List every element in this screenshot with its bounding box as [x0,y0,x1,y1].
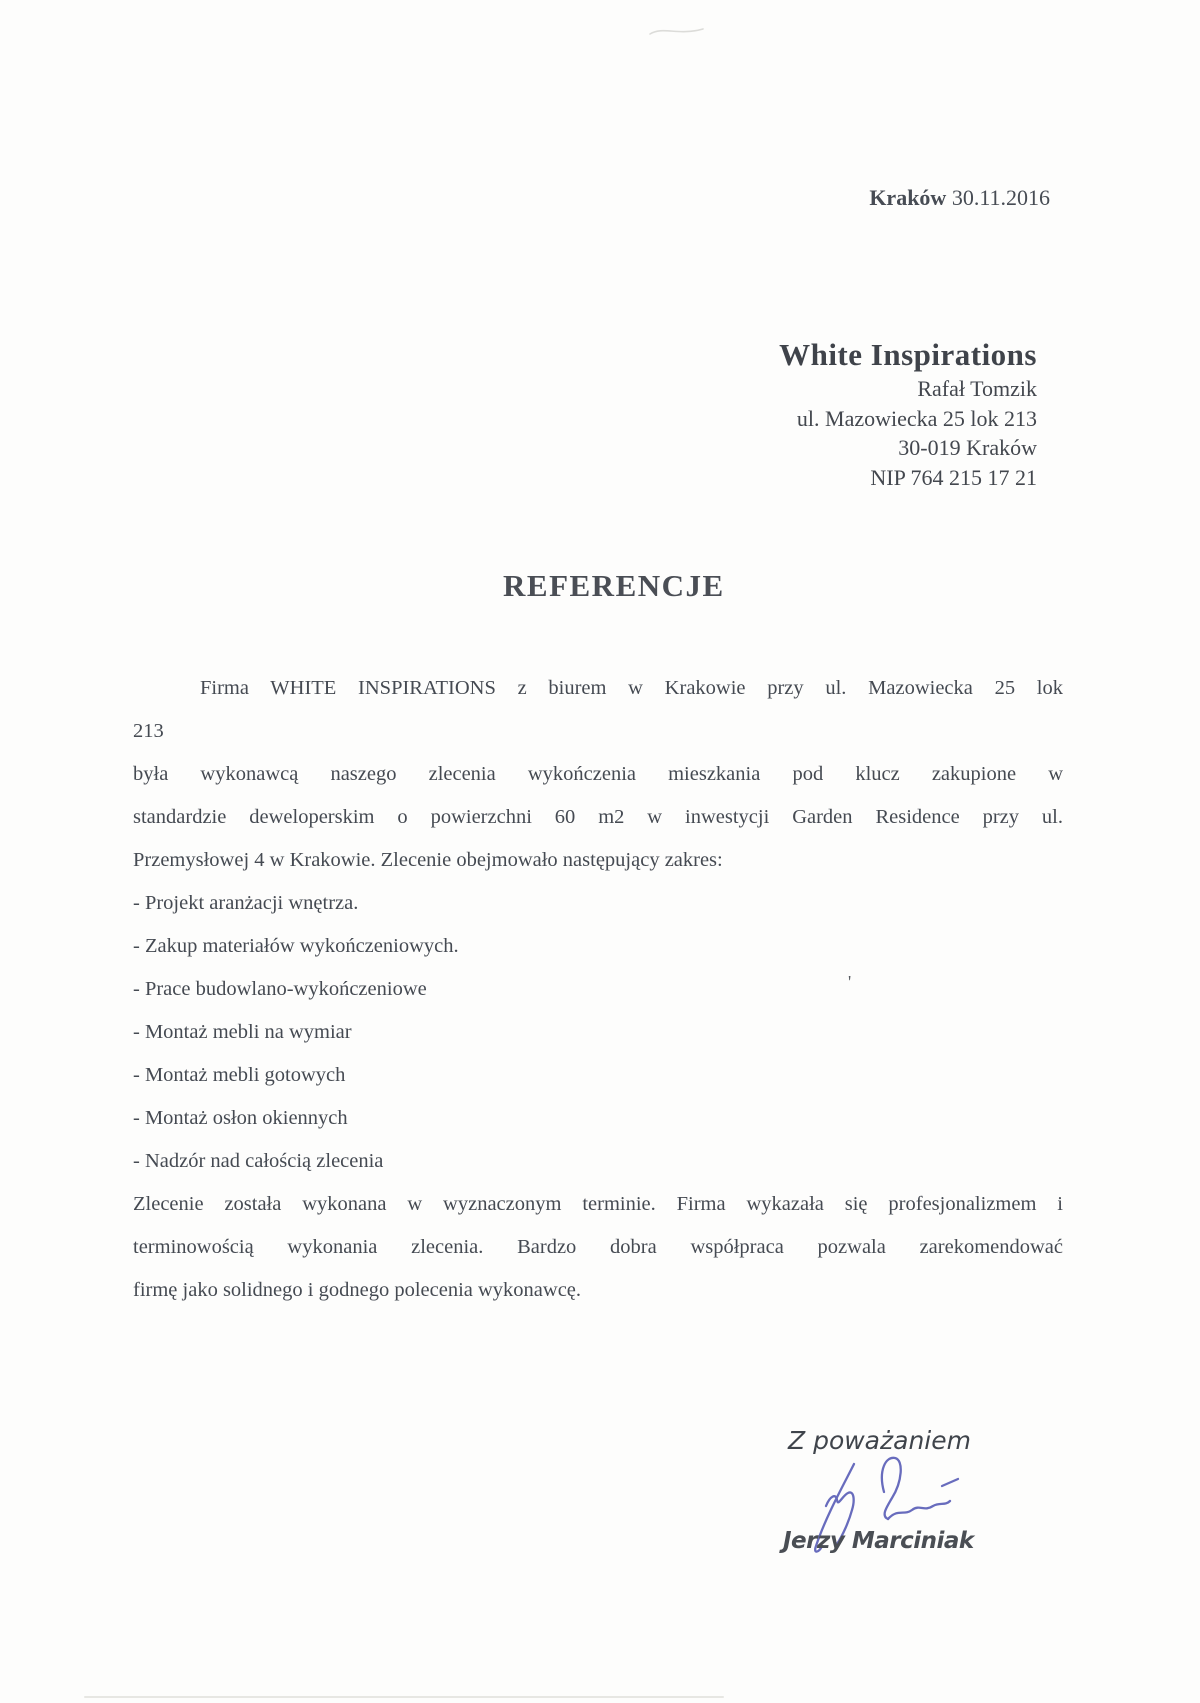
body-line-213: 213 [133,720,164,742]
company-name: White Inspirations [779,337,1037,372]
letterhead [779,336,1037,492]
body-line-intro: Firma WHITE INSPIRATIONS z biurem w Krakowie przy ul. Mazowiecka 25 lok [200,677,1063,699]
list-item-meble-wymiar: - Montaż mebli na wymiar [133,1021,352,1043]
date-value: 30.11.2016 [951,185,1050,210]
body-line-zakres: Przemysłowej 4 w Krakowie. Zlecenie obejmowało następujący zakres: [133,849,723,871]
body-line-standard: standardzie deweloperskim o powierzchni 60 m2 w inwestycji Garden Residence przy ul. [133,806,1063,828]
list-item-meble-gotowe: - Montaż mebli gotowych [133,1064,346,1086]
contact-person: Rafał Tomzik [917,376,1037,401]
letter-body [133,667,1063,1312]
contact-street: ul. Mazowiecka 25 lok 213 [796,405,1037,431]
body-line-wykonawca: była wykonawcą naszego zlecenia wykończenia mieszkania pod klucz zakupione w [133,763,1063,785]
scan-artifact-top [648,22,708,40]
contact-nip: NIP 764 215 17 21 [870,464,1037,490]
list-item-prace: - Prace budowlano-wykończeniowe [133,978,427,1000]
signatory-name: Jerzy Marciniak [783,1528,974,1554]
body-line-wspolpraca: terminowością wykonania zlecenia. Bardzo dobra współpraca pozwala zarekomendować [133,1236,1063,1258]
date-city: Kraków [869,185,947,210]
date-line [869,184,1050,212]
closing-salutation: Z poważaniem [788,1426,971,1455]
list-item-oslony: - Montaż osłon okiennych [133,1107,348,1129]
page-title: REFERENCJE [503,568,725,603]
contact-city: 30-019 Kraków [898,435,1037,460]
scan-artifact-bottom [84,1696,724,1698]
body-line-rekomendacja: firmę jako solidnego i godnego polecenia wykonawcę. [133,1279,582,1301]
scan-artifact-apostrophe: ' [848,972,852,992]
list-item-nadzor: - Nadzór nad całością zlecenia [133,1150,384,1172]
body-line-termin: Zlecenie została wykonana w wyznaczonym terminie. Firma wykazała się profesjonalizmem i [133,1193,1063,1215]
list-item-projekt: - Projekt aranżacji wnętrza. [133,892,359,914]
list-item-zakup: - Zakup materiałów wykończeniowych. [133,935,459,957]
